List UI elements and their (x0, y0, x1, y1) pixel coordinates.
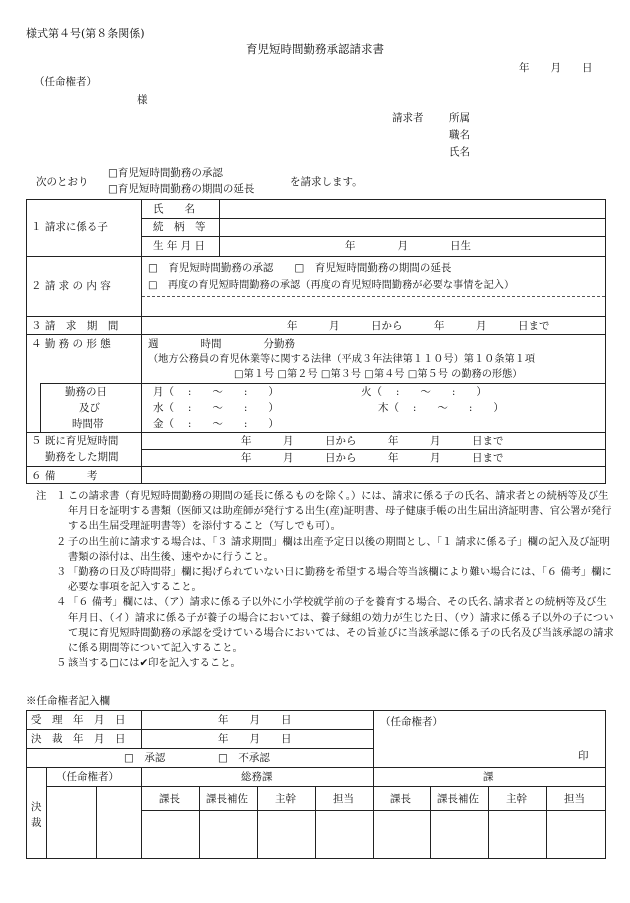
decided-date-field[interactable]: 年 月 日 (218, 733, 292, 745)
name-label: 氏名 (449, 146, 470, 158)
child-relation-label: 続 柄 等 (153, 221, 206, 233)
note-4: ４ 「６ 備考」欄には、（ア）請求に係る子以外に小学校就学前の子を養育する場合、その氏名､請求者との続柄等及び生年月日、（イ）請求に係る子が養子の場合においては、養子縁組の効力が生じた日、（ウ）請求に係る子以外の子について現に育児短時間勤務の承認を受けている場合においては、その旨並びに当該承認に係る子の氏名及び当該承認の請求に係る期間等について記入すること。 (56, 596, 614, 655)
request-period-field[interactable]: 年 月 日から 年 月 日まで (287, 320, 550, 332)
thursday-hours[interactable]: 木（ : ～ : ） (378, 402, 504, 414)
notes-head: 注 (36, 490, 47, 502)
requester-label: 請求者 (392, 112, 424, 124)
work-days-label-2: 及び (79, 402, 100, 414)
work-days-label-3: 時間帯 (72, 418, 104, 430)
received-date-field[interactable]: 年 月 日 (218, 714, 292, 726)
appointer-label: （任命権者） (34, 76, 97, 88)
intro-right: を請求します。 (290, 176, 363, 188)
request-date: 年 月 日 (519, 62, 593, 74)
intro-left: 次のとおり (36, 176, 89, 188)
note-3: ３ 「勤務の日及び時間帯」欄に掲げられていない日に勤務を希望する場合等当該欄により難い場合には、「６ 備考」欄に必要な事項を記入すること。 (56, 566, 612, 594)
wednesday-hours[interactable]: 水（ : ～ : ） (153, 402, 279, 414)
monday-hours[interactable]: 月（ : ～ : ） (153, 386, 279, 398)
request-content-options[interactable]: □ 育児短時間勤務の承認 □ 育児短時間勤務の期間の延長 (148, 262, 452, 274)
somu-role-staff: 担当 (333, 793, 354, 805)
somu-role-deputy: 課長補佐 (206, 793, 248, 805)
ka-role-deputy: 課長補佐 (437, 793, 479, 805)
notes (36, 489, 616, 671)
law-reference: （地方公務員の育児休業等に関する法律（平成３年法律第１１０号）第１０条第１項 (148, 354, 536, 365)
reject-checkbox[interactable]: □ 不承認 (218, 752, 270, 764)
ka-column: 課 (483, 771, 494, 783)
ka-role-manager: 主幹 (506, 793, 527, 805)
decided-date-label: 決 裁 年 月 日 (31, 733, 126, 745)
approver-appointer-column: （任命権者） (56, 771, 119, 783)
seal-label: 印 (578, 750, 589, 762)
affiliation-label: 所属 (449, 112, 470, 124)
work-form-options[interactable]: □第１号 □第２号 □第３号 □第４号 □第５号 の勤務の形態） (234, 369, 523, 380)
ka-role-staff: 担当 (564, 793, 585, 805)
note-5: ５ 該当する□には✔印を記入すること。 (56, 657, 241, 670)
option-approval[interactable]: □育児短時間勤務の承認 (108, 167, 223, 179)
prior-period-label-1: ５ 既に育児短時間 (31, 435, 119, 447)
prior-period-row-1[interactable]: 年 月 日から 年 月 日まで (241, 435, 504, 447)
note-1: 注 １ この請求書（育児短時間勤務の期間の延長に係るものを除く。）には、請求に係る子の氏名、請求者との続柄等及び生年月日を証明する書類（医師又は助産師が発行する出生(産)証明書、母子健康手帳の出生届出済証明書、官公署が発行する出生届受理証明書等）を添付すること（写しでも可）。 (36, 490, 612, 533)
work-days-label-1: 勤務の日 (65, 386, 107, 398)
friday-hours[interactable]: 金（ : ～ : ） (153, 418, 279, 430)
somu-role-chief: 課長 (159, 793, 180, 805)
ka-role-chief: 課長 (390, 793, 411, 805)
request-content-repeat[interactable]: □ 再度の育児短時間勤務の承認（再度の育児短時間勤務が必要な事情を記入） (148, 280, 515, 291)
option-extension[interactable]: □育児短時間勤務の期間の延長 (108, 183, 255, 195)
child-birth-label: 生 年 月 日 (153, 240, 206, 252)
form-number: 様式第４号(第８条関係) (26, 27, 145, 40)
sama-label: 様 (137, 94, 148, 106)
received-date-label: 受 理 年 月 日 (31, 714, 126, 726)
kessai-label-1: 決 (31, 801, 42, 813)
prior-period-label-2: 勤務をした期間 (45, 451, 119, 463)
kessai-label-2: 裁 (31, 817, 42, 829)
tuesday-hours[interactable]: 火（ : ～ : ） (361, 386, 487, 398)
form-title: 育児短時間勤務承認請求書 (246, 42, 384, 56)
remarks-label: ６ 備 考 (31, 470, 98, 482)
approve-checkbox[interactable]: □ 承認 (124, 752, 166, 764)
request-period-label: ３ 請 求 期 間 (31, 320, 119, 332)
position-label: 職名 (449, 129, 470, 141)
child-birth-field[interactable]: 年 月 日生 (345, 240, 471, 252)
appointer-section-title: ※任命権者記入欄 (26, 695, 110, 707)
somu-column: 総務課 (241, 771, 273, 783)
note-2: ２ 子の出生前に請求する場合は、「３ 請求期間」欄は出産予定日以後の期間とし、「１ 請求に係る子」欄の記入及び証明書類の添付は、出生後、速やかに行うこと。 (56, 535, 610, 563)
work-form-label: ４ 勤 務 の 形 態 (31, 338, 111, 350)
child-name-label: 氏 名 (153, 203, 195, 215)
appointer-label-box: （任命権者） (380, 716, 443, 728)
weekly-hours-field[interactable]: 週 時間 分勤務 (148, 338, 295, 350)
somu-role-manager: 主幹 (275, 793, 296, 805)
prior-period-row-2[interactable]: 年 月 日から 年 月 日まで (241, 452, 504, 464)
request-content-label: ２ 請 求 の 内 容 (31, 280, 111, 292)
child-section-label: １ 請求に係る子 (31, 221, 108, 233)
